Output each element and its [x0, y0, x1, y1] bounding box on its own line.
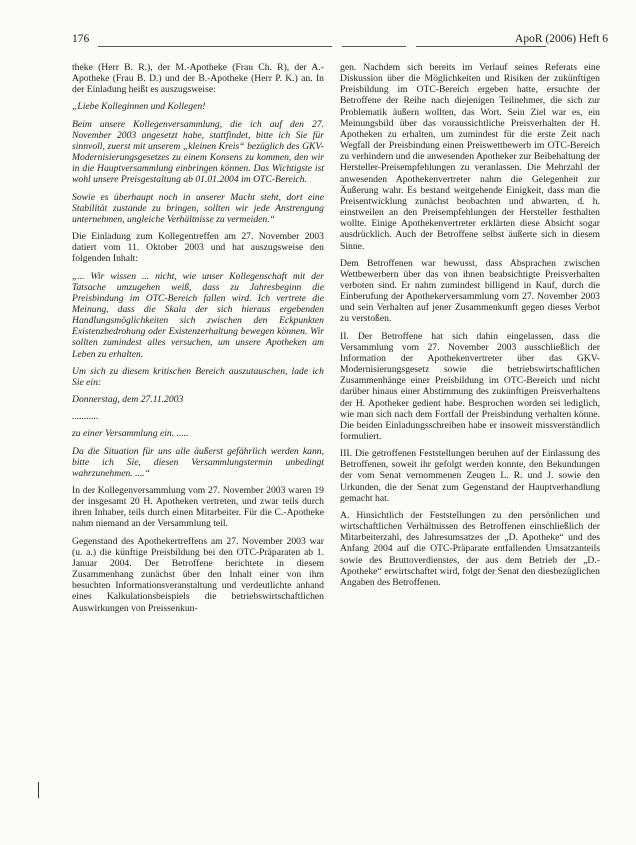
- paragraph: ...........: [72, 411, 99, 423]
- paragraph: theke (Herr B. R.), der M.-Apotheke (Frau Ch. R), der A.-Apotheke (Frau B. D.) und der B.-Apotheke (Herr P. K.) an. In der Einladung heißt es auszugsweise:: [72, 62, 324, 96]
- paragraph: gen. Nachdem sich bereits im Verlauf seines Referats eine Diskussion über die Möglichkeiten und Risiken der zukünftigen Preisbildung im OTC-Bereich ergeben hatte, ersuchte der Betroffene der Reihe nach diejenigen Teilnehmer, die sich zur Problematik äußern wollten, das Wort. Sein Ziel war es, ein Meinungsbild über das voraussichtliche Preisverhalten der H. Apotheken zu erhalten, um zumindest für die erste Zeit nach Wegfall der Preisbindung einen Preiswettbewerb im OTC-Bereich zu verhindern und die anwesenden Apotheker zur Beibehaltung der Hersteller-Preisempfehlungen zu veranlassen. Die Mehrzahl der anwesenden Apothekenvertreter nahm die Gelegenheit zur Äußerung wahr. Es bestand weitgehende Einigkeit, dass man die Preisentwicklung zunächst beobachten und abwarten, d. h. einstweilen an den Preisempfehlungen der Hersteller festhalten wollte. Einige Apothekenvertreter erklärten diese Absicht sogar ausdrücklich. Auch der Betroffene selbst äußerte sich in diesem Sinne.: [340, 62, 600, 252]
- page-header: [72, 33, 608, 51]
- header-rule-2: [342, 46, 406, 47]
- left-column: [72, 62, 324, 620]
- paragraph: Beim unsere Kollegenversammlung, die ich auf den 27. November 2003 angesetzt habe, stattfindet, bitte ich Sie für sinnvoll, zuerst mit unserem „kleinen Kreis“ bezüglich des GKV-Modernisierungsgesetzes zu einem Konsens zu kommen, den wir in die Hauptversammlung einbringen können. Das Wichtigste ist wohl unsere Preisgestaltung ab 01.01.2004 im OTC-Bereich.: [72, 118, 324, 186]
- paragraph: „Liebe Kolleginnen und Kollegen!: [72, 101, 206, 113]
- paragraph: „... Wir wissen ... nicht, wie unser Kollegenschaft mit der Tatsache umzugehen weiß, dass zu Jahresbeginn die Preisbindung im OTC-Bereich fallen wird. Ich vertrete die Meinung, dass die Skala der sich hieraus ergebenden Handlungsmöglichkeiten sich zwischen den Eckpunkten Existenzbedrohung oder Existenzerhaltung bewegen können. Wir sollten zumindest alles versuchen, um unsere Apotheken am Leben zu erhalten.: [72, 270, 324, 360]
- paragraph: Gegenstand des Apothekertreffens am 27. November 2003 war (u. a.) die künftige Preisbildung bei den OTC-Präparaten ab 1. Januar 2004. Der Betroffene berichtete in diesem Zusammenhang zunächst über den Inhalt einer von ihm besuchten Informationsveranstaltung und verdeutlichte anhand eines Kalkulationsbeispiels die betriebswirtschaftlichen Auswirkungen von Preissenkun-: [72, 535, 324, 614]
- paragraph: Um sich zu diesem kritischen Bereich auszutauschen, lade ich Sie ein:: [72, 365, 324, 388]
- paragraph: Da die Situation für uns alle äußerst gefährlich werden kann, bitte ich Sie, diesen Versammlungstermin unbedingt wahrzunehmen. ....“: [72, 445, 324, 479]
- header-rule-3: [416, 46, 546, 47]
- paragraph: II. Der Betroffene hat sich dahin eingelassen, dass die Versammlung vom 27. November 2003 ausschließlich der Information der Apothekenvertreter über das GKV-Modernisierungsgesetz sowie die betriebswirtschaftlichen Zusammenhänge einer Preisbildung im OTC-Bereich und nicht darüber hinaus einer Abstimmung des zukünftigen Preisverhaltens der H. Apotheker gedient habe. Besprochen worden sei lediglich, wie man sich nach dem Fortfall der Preisbindung verhalten könne. Die beiden Einladungsschreiben habe er insoweit missverständlich formuliert.: [340, 330, 600, 442]
- paragraph: Die Einladung zum Kollegentreffen am 27. November 2003 datiert vom 11. Oktober 2003 und hat auszugsweise den folgenden Inhalt:: [72, 231, 324, 265]
- paragraph: Donnerstag, dem 27.11.2003: [72, 394, 184, 406]
- margin-mark: [38, 782, 39, 798]
- paragraph: Dem Betroffenen war bewusst, dass Absprachen zwischen Wettbewerbern über das von ihnen beabsichtigte Preisverhalten verboten sind. Er nahm zumindest billigend in Kauf, durch die Einberufung der Apothekerversammlung vom 27. November 2003 und sein Verhalten auf jener Zusammenkunft gegen dieses Verbot zu verstoßen.: [340, 257, 600, 325]
- right-column: [340, 62, 600, 594]
- paragraph: Sowie es überhaupt noch in unserer Macht steht, dort eine Stabilität zustande zu bringen, sollten wir jede Anstrengung unternehmen, ungleiche Verhältnisse zu vermeiden.“: [72, 191, 324, 225]
- journal-reference: ApoR (2006) Heft 6: [515, 33, 608, 45]
- paragraph: zu einer Versammlung ein. .....: [72, 428, 189, 440]
- header-rule-1: [98, 46, 332, 47]
- paragraph: In der Kollegenversammlung vom 27. November 2003 waren 19 der insgesamt 20 H. Apotheken vertreten, und zwar teils durch ihren Inhaber, teils durch einen Mitarbeiter. Für die C.-Apotheke nahm niemand an der Versammlung teil.: [72, 485, 324, 530]
- paragraph: III. Die getroffenen Feststellungen beruhen auf der Einlassung des Betroffenen, soweit ihr gefolgt werden konnte, den Bekundungen der vom Senat vernommenen Zeugen L. R. und J. sowie den Urkunden, die der Senat zum Gegenstand der Hauptverhandlung gemacht hat.: [340, 448, 600, 504]
- paragraph: A. Hinsichtlich der Feststellungen zu den persönlichen und wirtschaftlichen Verhältnissen des Betroffenen einschließlich der Mitarbeiterzahl, des Jahresumsatzes der „D. Apotheke“ und des Anfang 2004 auf die OTC-Präparate entfallenden Umsatzanteils sowie des Bruttoverdienstes, der aus dem Betrieb der „D.-Apotheke“ erwirtschaftet wird, folgt der Senat den diesbezüglichen Angaben des Betroffenen.: [340, 509, 600, 588]
- page-number: 176: [72, 33, 90, 45]
